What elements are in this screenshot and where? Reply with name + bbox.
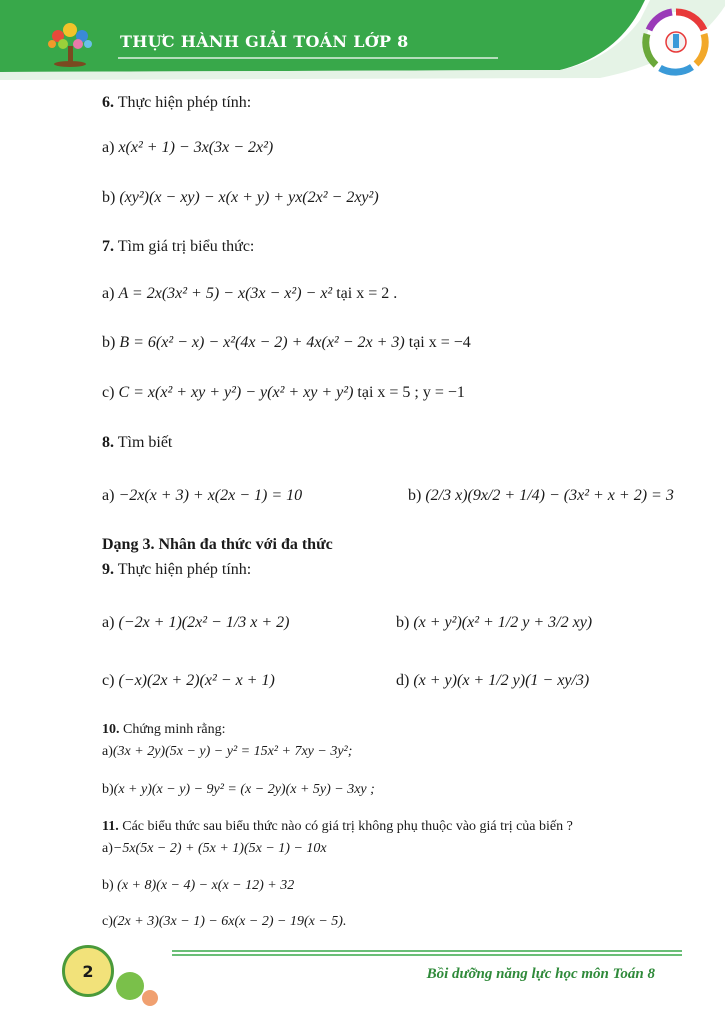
math-expression: (−x)(2x + 2)(x² − x + 1): [118, 672, 275, 689]
page-number: 2: [62, 945, 114, 997]
page-header: [0, 0, 725, 85]
math-expression: (x + y²)(x² + 1/2 y + 3/2 xy): [413, 614, 593, 631]
item-label: a): [102, 285, 115, 302]
problem-7c: [102, 384, 465, 402]
problem-11b: [102, 878, 294, 894]
problem-10-heading: [102, 722, 225, 738]
condition-text: tại x = −4: [408, 334, 471, 351]
problem-7a: [102, 285, 397, 303]
problem-8a: [102, 487, 302, 505]
problem-number: 9.: [102, 561, 114, 578]
problem-9-heading: [102, 561, 251, 579]
problem-8b: [408, 487, 674, 505]
math-expression: (x + y)(x − y) − 9y² = (x − 2y)(x + 5y) − 3xy ;: [113, 782, 375, 797]
problem-6b: [102, 189, 379, 207]
problem-text: Tìm giá trị biểu thức:: [117, 238, 255, 255]
problem-text: Tìm biết: [117, 434, 173, 451]
problem-number: 11.: [102, 819, 119, 834]
item-label: a): [102, 614, 115, 631]
section-heading: Dạng 3. Nhân đa thức với đa thức: [102, 536, 333, 553]
problem-8-heading: [102, 434, 172, 452]
item-label: d): [396, 672, 410, 689]
math-expression: (2/3 x)(9x/2 + 1/4) − (3x² + x + 2) = 3: [425, 487, 674, 504]
math-expression: A = 2x(3x² + 5) − x(3x − x²) − x²: [118, 285, 333, 302]
math-expression: −5x(5x − 2) + (5x + 1)(5x − 1) − 10x: [112, 841, 327, 856]
problem-9c: [102, 672, 275, 690]
item-label: a): [102, 139, 115, 156]
item-label: b): [102, 878, 114, 893]
problem-7b: [102, 334, 471, 352]
item-label: b): [102, 334, 116, 351]
item-label: c): [102, 914, 113, 929]
problem-6a: [102, 139, 273, 157]
problem-9d: [396, 672, 589, 690]
item-label: b): [102, 189, 116, 206]
math-expression: (3x + 2y)(5x − y) − y² = 15x² + 7xy − 3y²;: [112, 744, 353, 759]
footer-title: Bồi dưỡng năng lực học môn Toán 8: [426, 966, 655, 982]
item-label: b): [102, 782, 114, 797]
math-expression: (−2x + 1)(2x² − 1/3 x + 2): [118, 614, 290, 631]
item-label: b): [396, 614, 410, 631]
header-title: THỰC HÀNH GIẢI TOÁN LỚP 8: [120, 32, 409, 51]
math-expression: B = 6(x² − x) − x²(4x − 2) + 4x(x² − 2x + 3): [119, 334, 405, 351]
problem-9a: [102, 614, 289, 632]
math-expression: (xy²)(x − xy) − x(x + y) + yx(2x² − 2xy²): [119, 189, 379, 206]
problem-text: Các biểu thức sau biểu thức nào có giá trị không phụ thuộc vào giá trị của biến ?: [122, 819, 573, 834]
problem-10a: [102, 744, 352, 760]
math-expression: −2x(x + 3) + x(2x − 1) = 10: [118, 487, 303, 504]
people-circle-logo-icon: [646, 12, 706, 72]
problem-number: 7.: [102, 238, 114, 255]
item-label: c): [102, 672, 115, 689]
condition-text: tại x = 5 ; y = −1: [357, 384, 465, 401]
condition-text: tại x = 2 .: [336, 285, 398, 302]
problem-9b: [396, 614, 592, 632]
math-expression: (x + y)(x + 1/2 y)(1 − xy/3): [413, 672, 590, 689]
problem-text: Thực hiện phép tính:: [117, 561, 252, 578]
problem-11-heading: [102, 819, 573, 835]
problem-11c: [102, 914, 346, 930]
item-label: a): [102, 487, 115, 504]
math-expression: C = x(x² + xy + y²) − y(x² + xy + y²): [118, 384, 354, 401]
problem-11a: [102, 841, 327, 857]
math-expression: (2x + 3)(3x − 1) − 6x(x − 2) − 19(x − 5).: [112, 914, 347, 929]
problem-7-heading: [102, 238, 254, 256]
math-expression: x(x² + 1) − 3x(3x − 2x²): [118, 139, 274, 156]
math-expression: (x + 8)(x − 4) − x(x − 12) + 32: [117, 878, 295, 893]
footer-divider: [172, 950, 682, 956]
problem-6-heading: [102, 94, 251, 112]
item-label: c): [102, 384, 115, 401]
item-label: b): [408, 487, 422, 504]
problem-text: Chứng minh rằng:: [123, 722, 226, 737]
problem-number: 8.: [102, 434, 114, 451]
problem-number: 6.: [102, 94, 114, 111]
item-label: a): [102, 841, 113, 856]
problem-number: 10.: [102, 722, 120, 737]
decorative-circles-icon: [108, 968, 164, 1012]
item-label: a): [102, 744, 113, 759]
problem-text: Thực hiện phép tính:: [117, 94, 252, 111]
problem-10b: [102, 782, 375, 798]
